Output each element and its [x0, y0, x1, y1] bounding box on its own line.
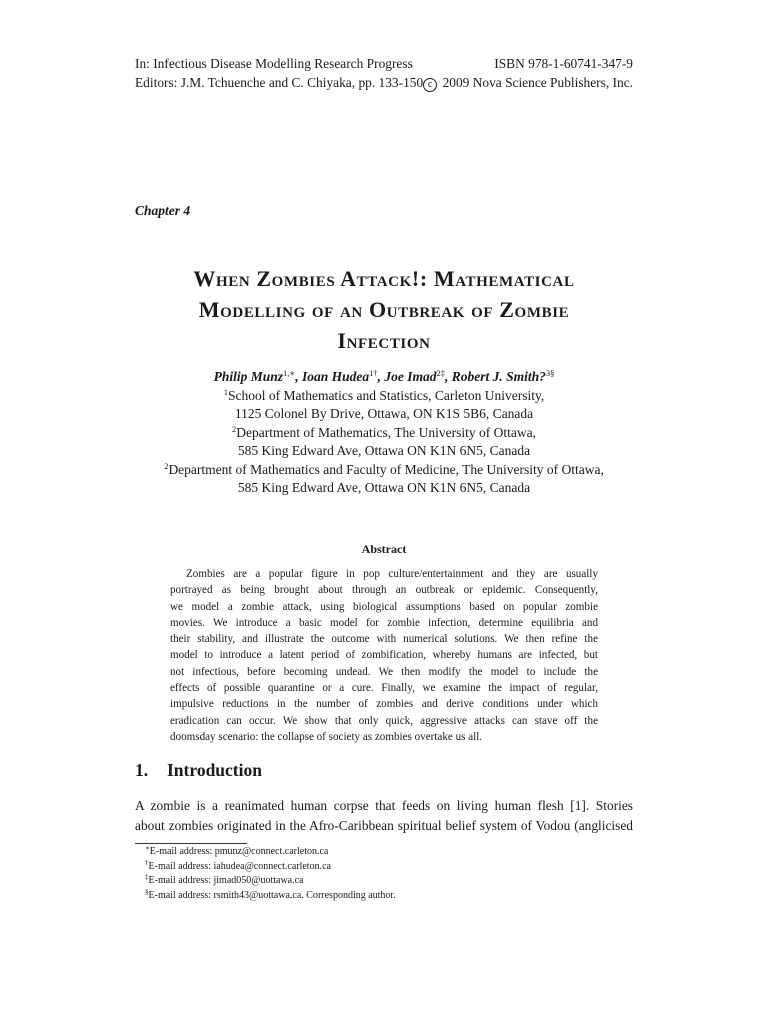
footnote	[145, 889, 396, 904]
abstract-line: doomsday scenario: the collapse of society as zombies overtake us all.	[170, 730, 483, 743]
section-heading	[135, 760, 262, 781]
title-line-2: Modelling of an Outbreak of Zombie	[198, 297, 570, 322]
affiliation-line	[100, 442, 668, 461]
footnote-text: E-mail address: iahudea@connect.carleton.ca	[148, 860, 331, 872]
footnote-rule	[135, 843, 247, 844]
author-marks: 1†	[369, 368, 378, 378]
abstract-line: effects of possible quarantine or a cure. Finally, we examine the impact of regular,	[170, 682, 598, 695]
abstract-line: we model a zombie attack, using biological assumptions based on popular zombie	[170, 600, 598, 613]
affiliation-line	[100, 405, 668, 424]
affiliation-text: 1125 Colonel By Drive, Ottawa, ON K1S 5B6, Canada	[234, 406, 534, 421]
running-header-line-1	[135, 55, 633, 73]
affiliation-mark: 1	[223, 386, 228, 397]
body-line: about zombies originated in the Afro-Caribbean spiritual belief system of Vodou (anglicised	[135, 817, 633, 833]
footnote	[145, 860, 396, 875]
footnote-mark: †	[145, 858, 149, 867]
author-block	[100, 368, 668, 498]
editors: Editors: J.M. Tchuenche and C. Chiyaka, pp. 133-150	[135, 75, 424, 90]
title-line-3: Infection	[337, 328, 431, 353]
abstract-line: impulsive reductions in the number of zombies and derive conditions under which	[170, 698, 598, 711]
abstract-line: model to introduce a latent period of zombification, whereby humans are infected, but	[170, 649, 598, 662]
publisher: 2009 Nova Science Publishers, Inc.	[442, 75, 633, 90]
abstract-line: their stability, and illustrate the outcome with numerical solutions. We then refine the	[170, 633, 598, 646]
affiliation-line	[100, 387, 668, 406]
author-name: Joe Imad	[384, 369, 437, 384]
affiliation-line	[100, 461, 668, 480]
author-separator: ,	[444, 369, 452, 384]
footnote	[145, 845, 396, 860]
author-separator: ,	[377, 369, 385, 384]
author-name: Robert J. Smith?	[451, 369, 546, 384]
abstract-line: eradication can occur. We show that only quick, aggressive attacks can stave off the	[170, 714, 598, 727]
author-list	[100, 368, 668, 387]
body-line: A zombie is a reanimated human corpse that feeds on living human flesh [1]. Stories	[135, 798, 633, 813]
footnote-mark: ∗	[145, 844, 150, 852]
abstract-line: not infectious, before becoming undead. We then modify the model to include the	[170, 665, 598, 678]
body-paragraph	[135, 796, 633, 835]
footnote	[145, 874, 396, 889]
affiliation-text: Department of Mathematics and Faculty of Medicine, The University of Ottawa,	[168, 461, 604, 477]
abstract-body	[170, 566, 598, 745]
section-title: Introduction	[167, 760, 262, 780]
section-number: 1.	[135, 760, 149, 780]
affiliation-line	[100, 424, 668, 443]
isbn: ISBN 978-1-60741-347-9	[494, 56, 633, 71]
affiliation-text: Department of Mathematics, The University of Ottawa,	[236, 424, 536, 440]
affiliation-line	[100, 479, 668, 498]
abstract-line: portrayed as being brought about through an outbreak or epidemic. Consequently,	[170, 584, 598, 597]
abstract-line: Zombies are a popular figure in pop culture/entertainment and they are usually	[186, 568, 598, 580]
footnote-mark: §	[145, 887, 149, 896]
affiliation-text: 585 King Edward Ave, Ottawa ON K1N 6N5, Canada	[237, 443, 531, 458]
author-marks: 2‡	[436, 368, 445, 378]
paper-title	[100, 263, 668, 356]
footnote-text: E-mail address: pmunz@connect.carleton.ca	[149, 846, 329, 857]
chapter-label: Chapter 4	[135, 203, 191, 218]
copyright-icon: c	[423, 78, 437, 92]
copyright	[423, 74, 633, 92]
footnote-text: E-mail address: jimad050@uottawa.ca	[148, 875, 304, 886]
abstract-line: movies. We introduce a basic model for zombie infection, determine equilibria and	[170, 616, 598, 629]
author-name: Ioan Hudea	[301, 369, 370, 384]
running-header-line-2	[135, 74, 633, 92]
footnote-mark: ‡	[145, 873, 149, 881]
affiliation-text: 585 King Edward Ave, Ottawa ON K1N 6N5, Canada	[237, 480, 531, 495]
footnote-text: E-mail address: rsmith43@uottawa.ca. Corresponding author.	[148, 889, 396, 901]
footnotes	[145, 845, 396, 903]
author-separator: ,	[295, 369, 302, 384]
affiliation-mark: 2	[164, 460, 169, 471]
abstract-heading: Abstract	[361, 542, 407, 556]
book-title: In: Infectious Disease Modelling Research Progress	[135, 56, 413, 71]
author-marks: 1,∗	[283, 368, 296, 378]
author-name: Philip Munz	[213, 369, 284, 384]
affiliation-mark: 2	[232, 423, 237, 434]
title-line-1: When Zombies Attack!: Mathematical	[193, 266, 575, 291]
affiliation-text: School of Mathematics and Statistics, Carleton University,	[227, 387, 545, 403]
author-marks: 3§	[545, 368, 555, 378]
